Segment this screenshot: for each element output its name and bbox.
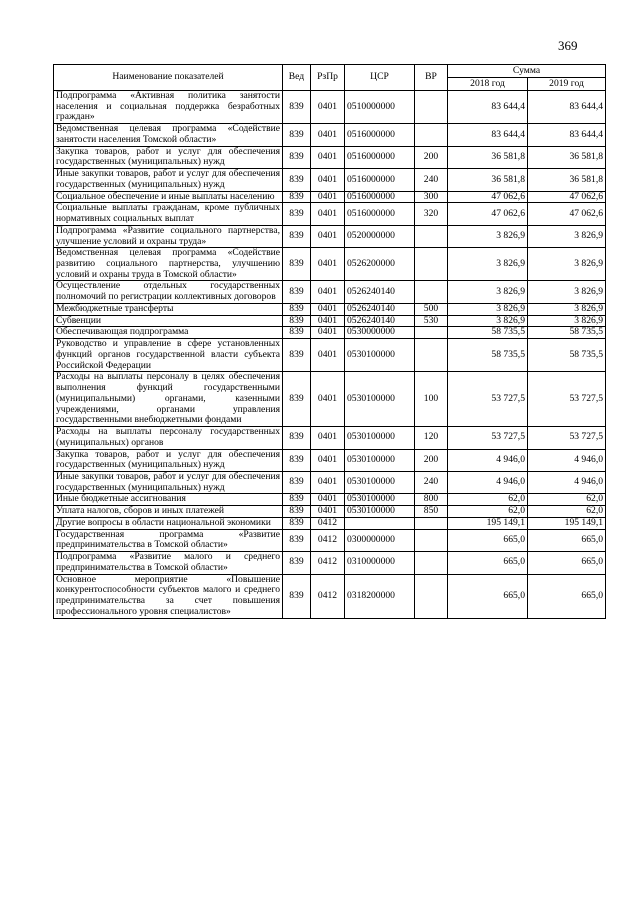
row-csr xyxy=(345,517,415,529)
row-rzpr: 0412 xyxy=(311,552,345,574)
row-csr: 0310000000 xyxy=(345,552,415,574)
header-2019: 2019 год xyxy=(528,78,606,91)
row-vr: 530 xyxy=(415,315,448,327)
row-2019: 3 826,9 xyxy=(528,225,606,247)
row-ved: 839 xyxy=(283,529,311,551)
row-2019: 58 735,5 xyxy=(528,327,606,339)
row-vr: 850 xyxy=(415,506,448,518)
table-row xyxy=(54,91,606,124)
table-row xyxy=(54,169,606,191)
row-ved: 839 xyxy=(283,315,311,327)
row-name: Ведомственная целевая программа «Содействие развитию социального партнерства, улучшению условий и охраны труда в Томской области» xyxy=(54,248,283,281)
row-2018: 58 735,5 xyxy=(448,339,528,372)
row-2019: 4 946,0 xyxy=(528,471,606,493)
table-row xyxy=(54,248,606,281)
row-ved: 839 xyxy=(283,372,311,427)
row-2019: 62,0 xyxy=(528,494,606,506)
row-2018: 53 727,5 xyxy=(448,372,528,427)
row-ved: 839 xyxy=(283,91,311,124)
row-ved: 839 xyxy=(283,203,311,225)
row-2018: 36 581,8 xyxy=(448,169,528,191)
row-vr: 800 xyxy=(415,494,448,506)
row-rzpr: 0401 xyxy=(311,225,345,247)
row-vr: 240 xyxy=(415,471,448,493)
row-vr xyxy=(415,281,448,303)
table-body xyxy=(54,91,606,619)
row-rzpr: 0412 xyxy=(311,574,345,618)
row-rzpr: 0401 xyxy=(311,471,345,493)
row-csr: 0520000000 xyxy=(345,225,415,247)
row-name: Подпрограмма «Активная политика занятости населения и социальная поддержка безработных граждан» xyxy=(54,91,283,124)
table-row xyxy=(54,372,606,427)
row-2019: 665,0 xyxy=(528,552,606,574)
row-2019: 53 727,5 xyxy=(528,372,606,427)
row-2018: 665,0 xyxy=(448,574,528,618)
row-2018: 4 946,0 xyxy=(448,449,528,471)
header-2018: 2018 год xyxy=(448,78,528,91)
row-vr xyxy=(415,529,448,551)
row-csr: 0530100000 xyxy=(345,372,415,427)
row-name: Другие вопросы в области национальной экономики xyxy=(54,517,283,529)
row-csr: 0530100000 xyxy=(345,494,415,506)
row-2019: 3 826,9 xyxy=(528,248,606,281)
row-name: Обеспечивающая подпрограмма xyxy=(54,327,283,339)
row-name: Расходы на выплаты персоналу в целях обеспечения выполнения функций государственными (муниципальными) органами, казенными учреждениями, органами управления государственными внебюджетными фондами xyxy=(54,372,283,427)
row-2018: 3 826,9 xyxy=(448,225,528,247)
row-name: Иные закупки товаров, работ и услуг для обеспечения государственных (муниципальных) нужд xyxy=(54,471,283,493)
row-2018: 4 946,0 xyxy=(448,471,528,493)
row-2019: 36 581,8 xyxy=(528,146,606,168)
row-name: Закупка товаров, работ и услуг для обеспечения государственных (муниципальных) нужд xyxy=(54,449,283,471)
table-row xyxy=(54,327,606,339)
row-2019: 58 735,5 xyxy=(528,339,606,372)
header-csr: ЦСР xyxy=(345,65,415,91)
row-rzpr: 0401 xyxy=(311,339,345,372)
row-rzpr: 0401 xyxy=(311,372,345,427)
row-ved: 839 xyxy=(283,124,311,146)
row-rzpr: 0401 xyxy=(311,124,345,146)
row-ved: 839 xyxy=(283,248,311,281)
row-rzpr: 0401 xyxy=(311,203,345,225)
row-2018: 47 062,6 xyxy=(448,203,528,225)
row-2018: 62,0 xyxy=(448,494,528,506)
row-ved: 839 xyxy=(283,281,311,303)
row-ved: 839 xyxy=(283,471,311,493)
table-row xyxy=(54,574,606,618)
row-csr: 0530100000 xyxy=(345,427,415,449)
row-2018: 36 581,8 xyxy=(448,146,528,168)
row-csr: 0526200000 xyxy=(345,248,415,281)
row-name: Субвенции xyxy=(54,315,283,327)
row-2018: 195 149,1 xyxy=(448,517,528,529)
row-rzpr: 0412 xyxy=(311,529,345,551)
row-2019: 4 946,0 xyxy=(528,449,606,471)
row-2018: 58 735,5 xyxy=(448,327,528,339)
row-2018: 3 826,9 xyxy=(448,248,528,281)
table-row xyxy=(54,124,606,146)
page-number: 369 xyxy=(558,38,578,53)
row-vr: 500 xyxy=(415,303,448,315)
header-vr: ВР xyxy=(415,65,448,91)
row-vr: 200 xyxy=(415,146,448,168)
row-csr: 0530100000 xyxy=(345,471,415,493)
row-2019: 36 581,8 xyxy=(528,169,606,191)
row-rzpr: 0401 xyxy=(311,146,345,168)
row-vr xyxy=(415,574,448,618)
table-row xyxy=(54,506,606,518)
row-vr: 320 xyxy=(415,203,448,225)
row-rzpr: 0401 xyxy=(311,191,345,203)
row-csr: 0530100000 xyxy=(345,449,415,471)
row-csr: 0526240140 xyxy=(345,281,415,303)
table-row xyxy=(54,315,606,327)
row-csr: 0526240140 xyxy=(345,303,415,315)
row-ved: 839 xyxy=(283,552,311,574)
row-ved: 839 xyxy=(283,517,311,529)
row-name: Руководство и управление в сфере установленных функций органов государственной власти субъекта Российской Федерации xyxy=(54,339,283,372)
row-vr xyxy=(415,225,448,247)
row-name: Подпрограмма «Развитие социального партнерства, улучшение условий и охраны труда» xyxy=(54,225,283,247)
row-2019: 665,0 xyxy=(528,529,606,551)
row-name: Социальное обеспечение и иные выплаты населению xyxy=(54,191,283,203)
row-2019: 665,0 xyxy=(528,574,606,618)
row-2018: 83 644,4 xyxy=(448,124,528,146)
table-row xyxy=(54,529,606,551)
row-rzpr: 0412 xyxy=(311,517,345,529)
row-2018: 3 826,9 xyxy=(448,303,528,315)
row-ved: 839 xyxy=(283,303,311,315)
row-vr xyxy=(415,91,448,124)
table-row xyxy=(54,427,606,449)
row-ved: 839 xyxy=(283,327,311,339)
row-csr: 0530000000 xyxy=(345,327,415,339)
row-rzpr: 0401 xyxy=(311,449,345,471)
row-2019: 3 826,9 xyxy=(528,281,606,303)
row-name: Уплата налогов, сборов и иных платежей xyxy=(54,506,283,518)
row-csr: 0516000000 xyxy=(345,146,415,168)
row-name: Социальные выплаты гражданам, кроме публичных нормативных социальных выплат xyxy=(54,203,283,225)
table-row xyxy=(54,191,606,203)
row-2018: 53 727,5 xyxy=(448,427,528,449)
row-name: Расходы на выплаты персоналу государственных (муниципальных) органов xyxy=(54,427,283,449)
row-csr: 0516000000 xyxy=(345,169,415,191)
row-2018: 83 644,4 xyxy=(448,91,528,124)
table-row xyxy=(54,449,606,471)
row-2018: 3 826,9 xyxy=(448,281,528,303)
row-2018: 665,0 xyxy=(448,529,528,551)
row-csr: 0516000000 xyxy=(345,124,415,146)
row-rzpr: 0401 xyxy=(311,506,345,518)
row-rzpr: 0401 xyxy=(311,91,345,124)
row-csr: 0516000000 xyxy=(345,191,415,203)
table-row xyxy=(54,146,606,168)
row-2019: 47 062,6 xyxy=(528,191,606,203)
row-name: Иные закупки товаров, работ и услуг для обеспечения государственных (муниципальных) нужд xyxy=(54,169,283,191)
header-ved: Вед xyxy=(283,65,311,91)
table-row xyxy=(54,552,606,574)
row-name: Подпрограмма «Развитие малого и среднего предпринимательства в Томской области» xyxy=(54,552,283,574)
row-vr: 240 xyxy=(415,169,448,191)
row-ved: 839 xyxy=(283,427,311,449)
row-name: Ведомственная целевая программа «Содействие занятости населения Томской области» xyxy=(54,124,283,146)
row-2019: 83 644,4 xyxy=(528,124,606,146)
row-csr: 0530100000 xyxy=(345,339,415,372)
row-rzpr: 0401 xyxy=(311,281,345,303)
row-2018: 3 826,9 xyxy=(448,315,528,327)
row-name: Межбюджетные трансферты xyxy=(54,303,283,315)
table-row xyxy=(54,471,606,493)
row-csr: 0526240140 xyxy=(345,315,415,327)
row-2018: 47 062,6 xyxy=(448,191,528,203)
header-rzpr: РзПр xyxy=(311,65,345,91)
row-name: Иные бюджетные ассигнования xyxy=(54,494,283,506)
row-name: Основное мероприятие «Повышение конкурентоспособности субъектов малого и среднего предпринимательства за счет повышения профессионального уровня специалистов» xyxy=(54,574,283,618)
row-vr xyxy=(415,124,448,146)
row-vr xyxy=(415,517,448,529)
row-2018: 665,0 xyxy=(448,552,528,574)
row-vr xyxy=(415,339,448,372)
row-csr: 0318200000 xyxy=(345,574,415,618)
row-vr xyxy=(415,248,448,281)
row-ved: 839 xyxy=(283,169,311,191)
row-vr: 120 xyxy=(415,427,448,449)
row-vr: 100 xyxy=(415,372,448,427)
row-rzpr: 0401 xyxy=(311,303,345,315)
table-row xyxy=(54,303,606,315)
row-ved: 839 xyxy=(283,574,311,618)
row-ved: 839 xyxy=(283,506,311,518)
row-vr xyxy=(415,327,448,339)
table-row xyxy=(54,339,606,372)
table-row xyxy=(54,494,606,506)
row-name: Государственная программа «Развитие предпринимательства в Томской области» xyxy=(54,529,283,551)
row-rzpr: 0401 xyxy=(311,427,345,449)
row-ved: 839 xyxy=(283,146,311,168)
header-sum: Сумма xyxy=(448,65,606,78)
row-2019: 62,0 xyxy=(528,506,606,518)
row-vr xyxy=(415,552,448,574)
row-2019: 3 826,9 xyxy=(528,303,606,315)
row-ved: 839 xyxy=(283,339,311,372)
table-row xyxy=(54,281,606,303)
table-row xyxy=(54,225,606,247)
row-ved: 839 xyxy=(283,225,311,247)
row-rzpr: 0401 xyxy=(311,327,345,339)
row-2019: 195 149,1 xyxy=(528,517,606,529)
row-rzpr: 0401 xyxy=(311,169,345,191)
row-rzpr: 0401 xyxy=(311,494,345,506)
table-row xyxy=(54,517,606,529)
row-ved: 839 xyxy=(283,494,311,506)
row-rzpr: 0401 xyxy=(311,315,345,327)
row-2019: 47 062,6 xyxy=(528,203,606,225)
row-vr: 300 xyxy=(415,191,448,203)
row-name: Закупка товаров, работ и услуг для обеспечения государственных (муниципальных) нужд xyxy=(54,146,283,168)
table-row xyxy=(54,203,606,225)
row-csr: 0300000000 xyxy=(345,529,415,551)
row-2019: 53 727,5 xyxy=(528,427,606,449)
budget-table xyxy=(53,64,606,619)
row-csr: 0510000000 xyxy=(345,91,415,124)
row-vr: 200 xyxy=(415,449,448,471)
row-2019: 3 826,9 xyxy=(528,315,606,327)
row-ved: 839 xyxy=(283,191,311,203)
row-csr: 0530100000 xyxy=(345,506,415,518)
row-2019: 83 644,4 xyxy=(528,91,606,124)
row-name: Осуществление отдельных государственных полномочий по регистрации коллективных договоров xyxy=(54,281,283,303)
row-csr: 0516000000 xyxy=(345,203,415,225)
row-2018: 62,0 xyxy=(448,506,528,518)
row-rzpr: 0401 xyxy=(311,248,345,281)
row-ved: 839 xyxy=(283,449,311,471)
header-name: Наименование показателей xyxy=(54,65,283,91)
